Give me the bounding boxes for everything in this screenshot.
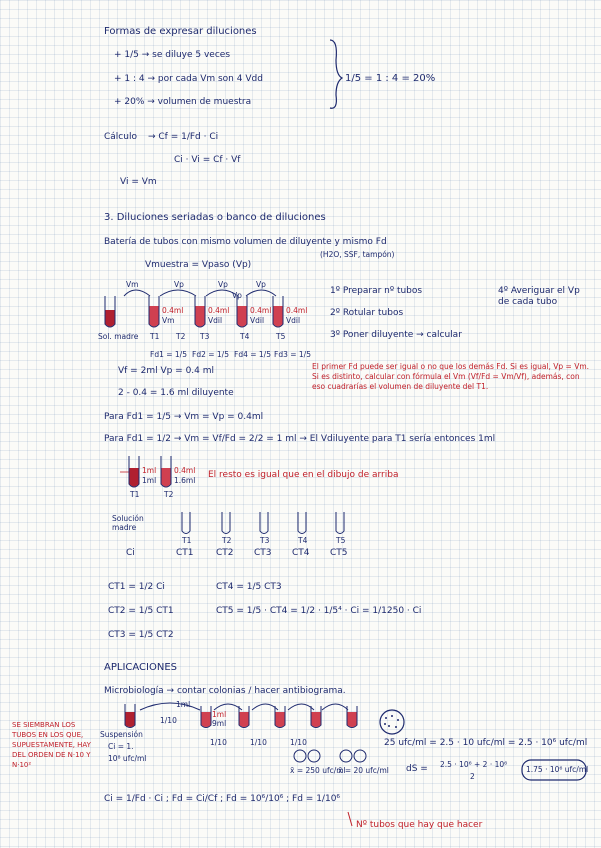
tube-name: T1 [150,332,160,341]
fd-under: 1/10 [210,738,227,747]
tube-icon [194,296,206,330]
conc-label: CT1 [176,548,194,558]
fd-label: Fd4 = 1/5 [234,350,271,359]
arrow-icon [160,290,196,296]
ds-den: 2 [470,772,475,781]
formula-line: CT1 = 1/2 Ci [108,582,165,592]
tube-icon [296,512,308,536]
ci-value: 10⁸ ufc/ml [108,754,147,763]
tube-icon [128,456,140,490]
fd-label: Fd1 = 1/5 [150,350,187,359]
formula-line: CT4 = 1/5 CT3 [216,582,282,592]
tube-vol: Vdil [208,316,223,325]
formula-line: → Cf = 1/Fd · Ci [148,132,219,142]
formula-line: Vi = Vm [120,177,157,187]
tube-vol: Vm [162,316,175,325]
calc-label: Cálculo [104,132,137,142]
arrow-icon [140,703,200,710]
tube-name: T5 [336,536,346,545]
ds-result: 1.75 · 10⁶ ufc/ml [526,765,589,774]
bateria-text: Batería de tubos con mismo volumen de diluyente y mismo Fd [104,237,387,247]
fd-label: Fd3 = 1/5 [274,350,311,359]
formula-line: + 20% → volumen de muestra [114,97,252,107]
formula-line: CT2 = 1/5 CT1 [108,606,174,616]
tube-vol: 0.4ml [162,306,184,315]
bottom-formula: Ci = 1/Fd · Ci ; Fd = Ci/Cf ; Fd = 10⁶/10⁶ ; Fd = 1/10⁶ [104,794,341,804]
ci-label: Ci [126,548,135,558]
section3-title: 3. Diluciones seriadas o banco de diluciones [104,212,326,223]
step: 2º Rotular tubos [330,308,404,318]
ds-frac: 2.5 · 10⁶ + 2 · 10⁶ [440,760,508,769]
susp-label: Suspensión [100,730,143,739]
tube-icon [180,512,192,536]
vf-line: Vf = 2ml Vp = 0.4 ml [118,366,215,376]
para-line: Para Fd1 = 1/5 → Vm = Vp = 0.4ml [104,412,264,422]
tube-icon [238,706,250,730]
step: 4º Averiguar el Vp de cada tubo [498,286,580,307]
top-label: Vp [232,291,242,300]
petri-dish-icon [380,710,404,734]
tube-vol: 1ml [212,710,227,719]
tube-icon [274,706,286,730]
colony-plate-icon [354,750,366,762]
fd-under: 1/10 [290,738,307,747]
tube-vol: 0.4ml [174,466,196,475]
x-mean: x̄ = 250 ufc/ml [290,766,346,775]
tube-name: Sol. madre [98,332,139,341]
tube-name: T2 [222,536,232,545]
section1-title: Formas de expresar diluciones [104,26,257,37]
step: 3º Poner diluyente → calcular [330,330,462,340]
result-line: 25 ufc/ml = 2.5 · 10 ufc/ml = 2.5 · 10⁶ ufc/ml [384,738,588,748]
tube-name: T3 [260,536,270,545]
ci-value: Ci = 1. [108,742,134,751]
formula-line: CT5 = 1/5 · CT4 = 1/2 · 1/5⁴ · Ci = 1/1250 · Ci [216,606,422,616]
tube-vol: Vdil [250,316,265,325]
tube-vol: 1.6ml [174,476,196,485]
arrow-icon [322,704,348,710]
tube-top: 1ml [176,700,191,709]
red-note-2: El resto es igual que en el dibujo de arriba [208,470,399,480]
tube-name: T5 [276,332,286,341]
micro-text: Microbiología → contar colonias / hacer antibiograma. [104,686,346,696]
formula-line: CT3 = 1/5 CT2 [108,630,174,640]
conc-label: CT3 [254,548,272,558]
tube-name: T3 [200,332,210,341]
bottom-note: Nº tubos que hay que hacer [356,820,483,830]
step: 1º Preparar nº tubos [330,286,423,296]
diff-line: 2 - 0.4 = 1.6 ml diluyente [118,388,234,398]
tube-vol: 1ml [142,466,157,475]
top-label: Vm [126,280,139,289]
tube-vol: 0.4ml [286,306,308,315]
side-note: SE SIEMBRAN LOS TUBOS EN LOS QUE, SUPUESTAMENTE, HAY DEL ORDEN DE N·10 Y N·10² [12,721,91,769]
tube-name: T2 [176,332,186,341]
conc-label: CT5 [330,548,348,558]
tube-name: T1 [130,490,140,499]
tube-icon [272,296,284,330]
colony-plate-icon [308,750,320,762]
tube-icon [334,512,346,536]
tube-name: T1 [182,536,192,545]
fd-label: Fd2 = 1/5 [192,350,229,359]
vmuestra-text: Vmuestra = Vpaso (Vp) [145,260,252,270]
formula-line: + 1 : 4 → por cada Vm son 4 Vdd [114,74,263,84]
tube-icon [124,704,136,730]
tube-icon [148,296,160,330]
tube-vol: 9ml [212,719,227,728]
tube-icon [310,706,322,730]
tube-vol: Vdil [286,316,301,325]
tube-name: T4 [240,332,250,341]
tube-vol: 1ml [142,476,157,485]
fd-under: 1/10 [250,738,267,747]
top-label: Vp [174,280,184,289]
tube-name: T2 [164,490,174,499]
formula-line: + 1/5 → se diluye 5 veces [114,50,231,60]
brace-icon [330,40,342,108]
bateria-sub: (H2O, SSF, tampón) [320,250,395,259]
tube-vol: 0.4ml [208,306,230,315]
formula-line: Ci · Vi = Cf · Vf [174,155,241,165]
tube-icon [220,512,232,536]
para-line: Para Fd1 = 1/2 → Vm = Vf/Fd = 2/2 = 1 ml → El Vdiluyente para T1 sería entonces 1ml [104,434,496,444]
conc-label: CT2 [216,548,234,558]
tube-icon [258,512,270,536]
tube-icon [104,296,116,330]
tube-icon [236,296,248,330]
conc-label: CT4 [292,548,310,558]
sol-madre: Solución madre [112,514,144,532]
colony-plate-icon [340,750,352,762]
tube-icon [346,706,358,730]
tube-name: T4 [298,536,308,545]
top-label: Vp [218,280,228,289]
aplicaciones-title: APLICACIONES [104,662,177,673]
colony-plate-icon [294,750,306,762]
red-note: El primer Fd puede ser igual o no que los demás Fd. Si es igual, Vp = Vm. Si es distinto, calcular con fórmula el Vm (Vf/Fd = Vm/Vf), además, con eso cuadrarías el volumen de diluyente del T1. [312,362,590,391]
x-mean: x̄ = 20 ufc/ml [338,766,389,775]
tube-icon [200,706,212,730]
equivalence: 1/5 = 1 : 4 = 20% [345,73,436,84]
tube-icon [160,456,172,490]
tube-vol: 0.4ml [250,306,272,315]
fd-frac: 1/10 [160,716,177,725]
arrow-icon [124,290,150,296]
top-label: Vp [256,280,266,289]
ds-label: dS = [406,764,428,774]
